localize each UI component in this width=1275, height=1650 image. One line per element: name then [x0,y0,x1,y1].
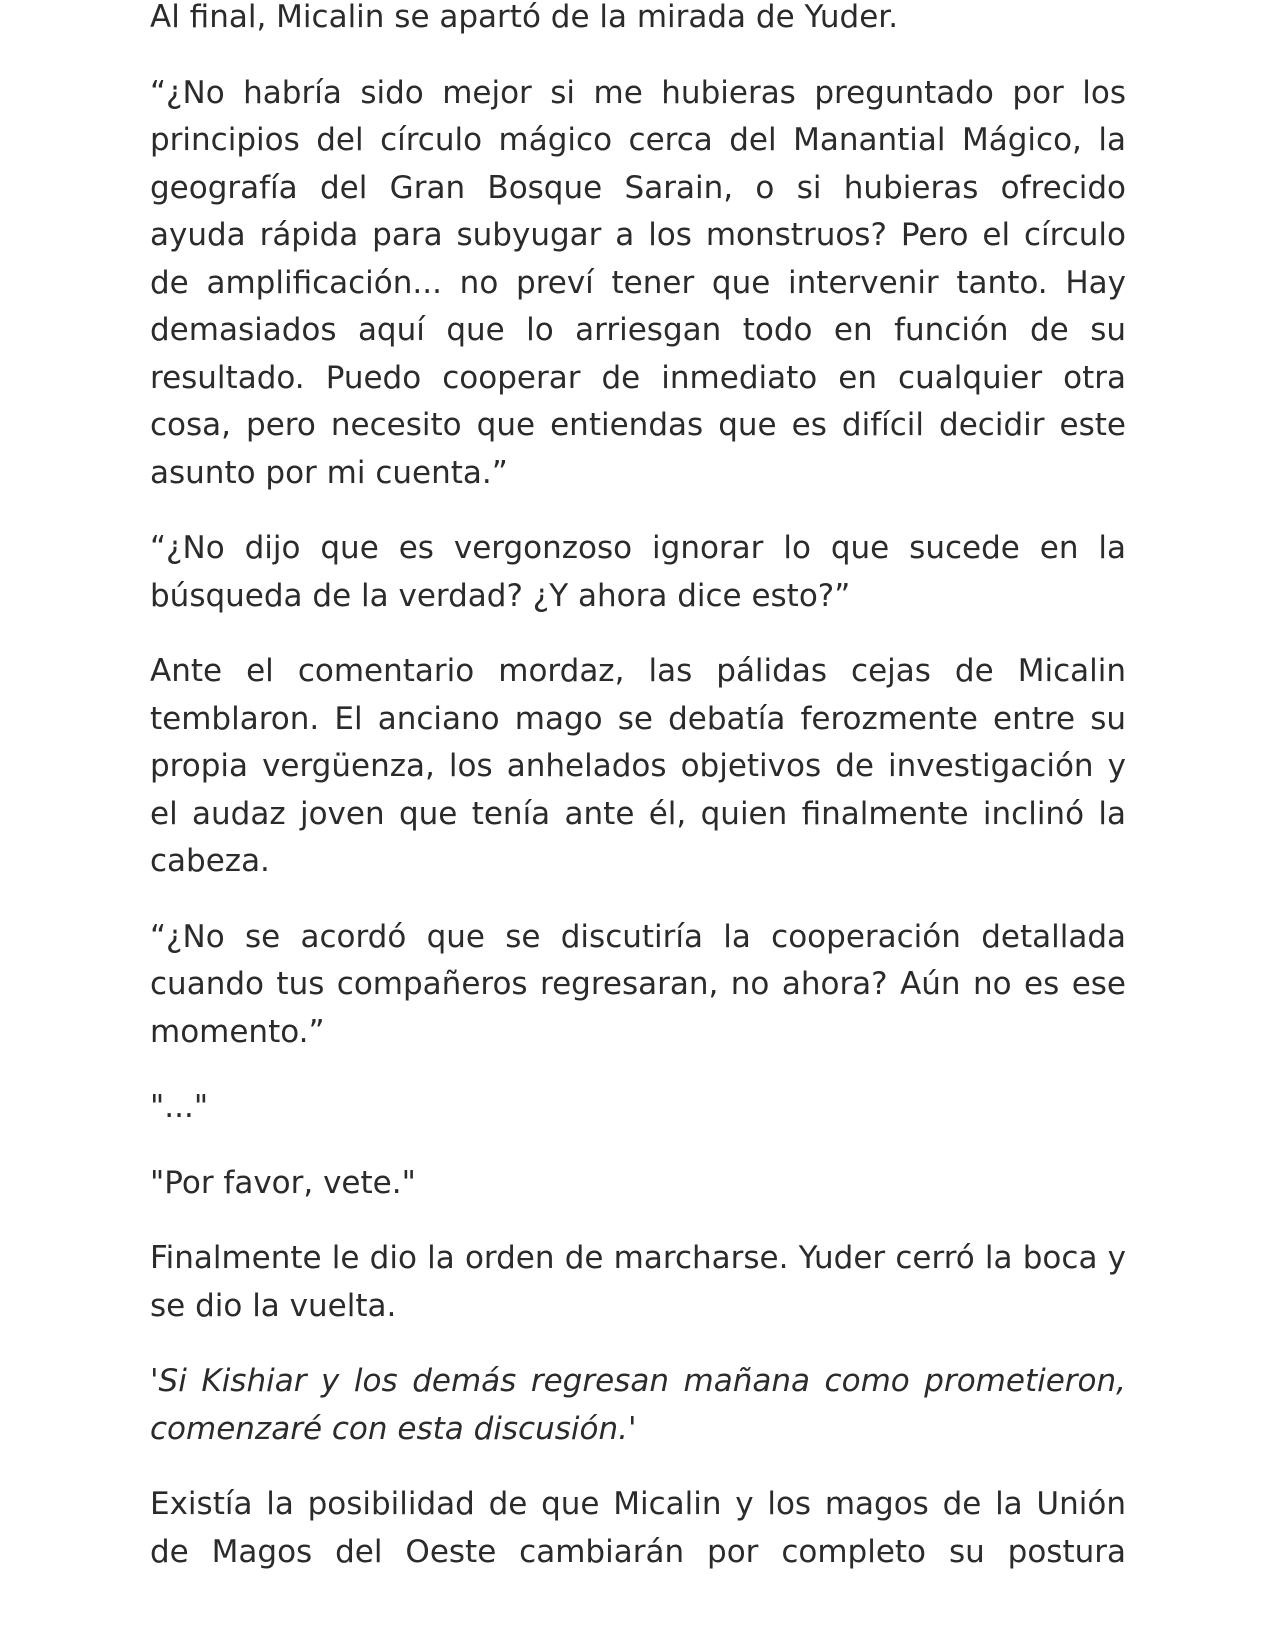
paragraph-10: Existía la posibilidad de que Micalin y los magos de la Unión de Magos del Oeste cambiarán por completo su postura [150,1486,1126,1570]
document-page [150,0,1126,1576]
paragraph-5: “¿No se acordó que se discutiría la cooperación detallada cuando tus compañeros regresaran, no ahora? Aún no es ese momento.” [150,918,1126,1050]
paragraph-9-italic-thought: 'Si Kishiar y los demás regresan mañana como prometieron, comenzaré con esta discusión.' [150,1363,1126,1447]
paragraph-3: “¿No dijo que es vergonzoso ignorar lo que sucede en la búsqueda de la verdad? ¿Y ahora dice esto?” [150,530,1126,614]
paragraph-2: “¿No habría sido mejor si me hubieras preguntado por los principios del círculo mágico cerca del Manantial Mágico, la geografía del Gran Bosque Sarain, o si hubieras ofrecido ayuda rápida para subyugar a los monstruos? Pero el círculo de amplificación... no preví tener que intervenir tanto. Hay demasiados aquí que lo arriesgan todo en función de su resultado. Puedo cooperar de inmediato en cualquier otra cosa, pero necesito que entiendas que es difícil decidir este asunto por mi cuenta.” [150,74,1126,491]
paragraph-1: Al final, Micalin se apartó de la mirada de Yuder. [150,0,899,35]
paragraph-7: "Por favor, vete." [150,1164,416,1201]
paragraph-6: "..." [150,1089,209,1125]
paragraph-8: Finalmente le dio la orden de marcharse. Yuder cerró la boca y se dio la vuelta. [150,1240,1126,1324]
paragraph-4: Ante el comentario mordaz, las pálidas cejas de Micalin temblaron. El anciano mago se debatía ferozmente entre su propia vergüenza, los anhelados objetivos de investigación y el audaz joven que tenía ante él, quien finalmente inclinó la cabeza. [150,653,1126,879]
